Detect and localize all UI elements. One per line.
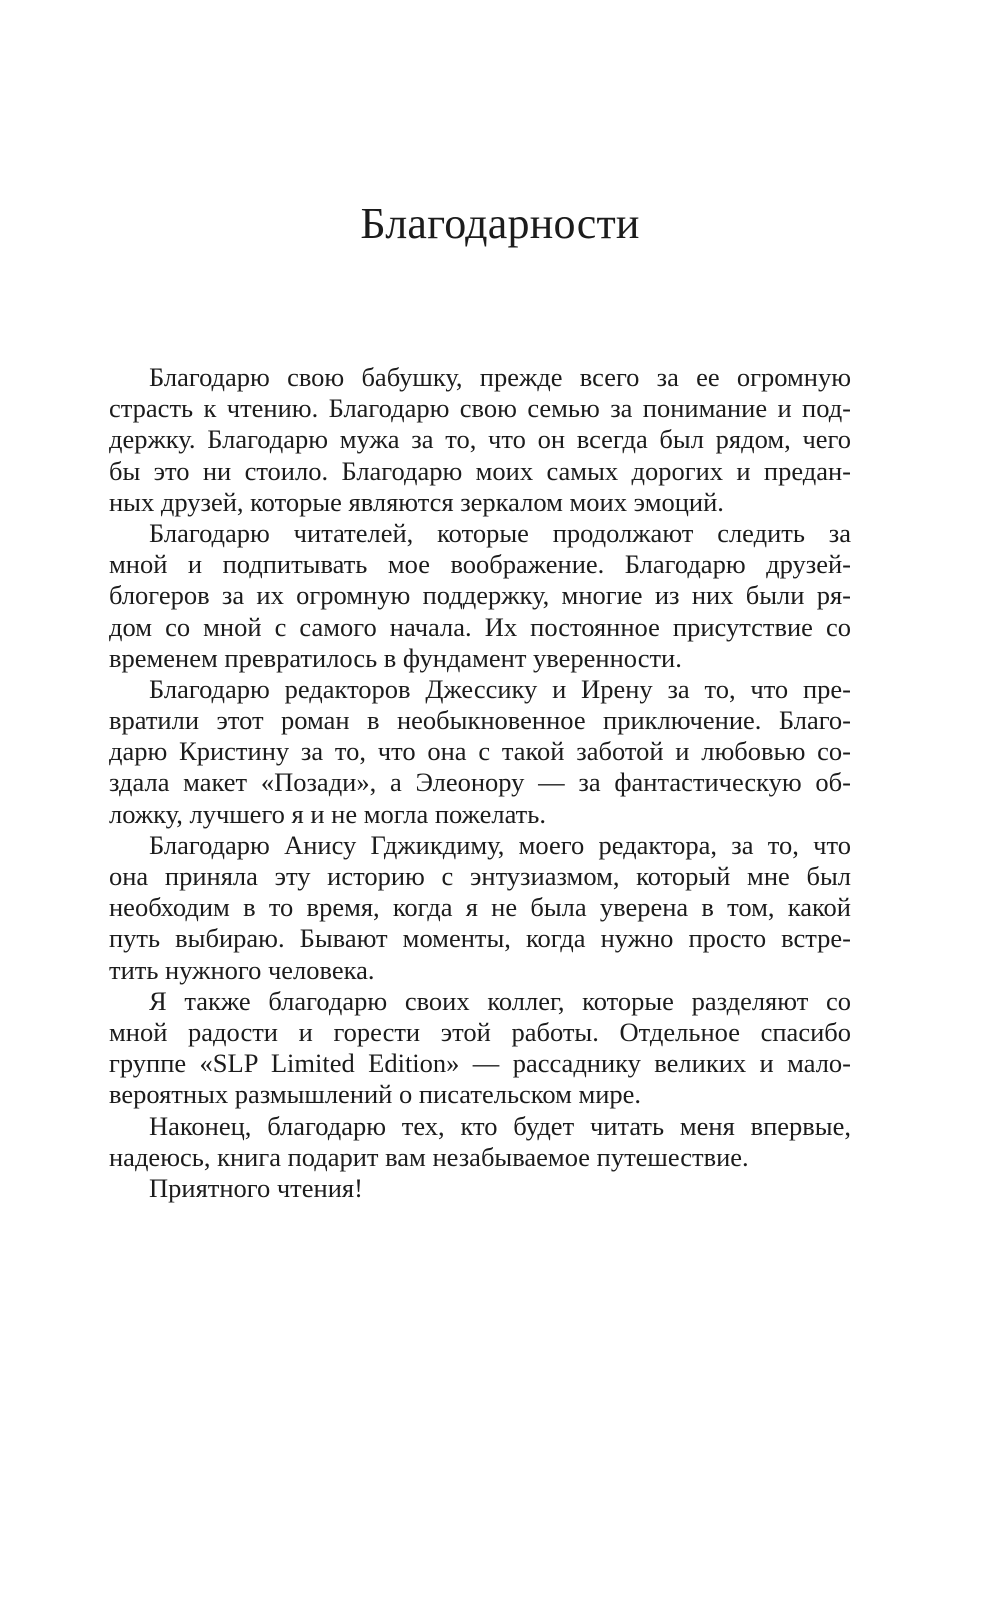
text-line: мной и подпитывать мое воображение. Благодарю друзей-: [109, 549, 851, 580]
text-line: тить нужного человека.: [109, 954, 375, 985]
text-line: путь выбираю. Бывают моменты, когда нужно просто встре-: [109, 923, 851, 954]
text-line: вратили этот роман в необыкновенное приключение. Благо-: [109, 705, 851, 736]
text-line: Наконец, благодарю тех, кто будет читать меня впервые,: [149, 1110, 851, 1141]
text-line: ложку, лучшего я и не могла пожелать.: [109, 798, 546, 829]
page-title: Благодарности: [360, 199, 640, 248]
acknowledgements-text: [109, 362, 851, 1204]
text-line: Благодарю читателей, которые продолжают следить за: [149, 517, 851, 548]
text-line: бы это ни стоило. Благодарю моих самых дорогих и предан-: [109, 455, 851, 486]
text-line: страсть к чтению. Благодарю свою семью за понимание и под-: [109, 393, 851, 424]
text-line: блогеров за их огромную поддержку, многие из них были ря-: [109, 580, 851, 611]
text-line: мной радости и горести этой работы. Отдельное спасибо: [109, 1016, 851, 1047]
text-line: группе «SLP Limited Edition» — рассаднику великих и мало-: [109, 1048, 851, 1079]
text-line: Приятного чтения!: [149, 1172, 363, 1203]
text-line: необходим в то время, когда я не была уверена в том, какой: [109, 892, 851, 923]
text-line: ных друзей, которые являются зеркалом моих эмоций.: [109, 486, 724, 517]
text-line: здала макет «Позади», а Элеонору — за фантастическую об-: [109, 767, 851, 798]
text-line: надеюсь, книга подарит вам незабываемое путешествие.: [109, 1141, 749, 1172]
text-line: Благодарю редакторов Джессику и Ирену за то, что пре-: [149, 673, 851, 704]
text-line: держку. Благодарю мужа за то, что он всегда был рядом, чего: [109, 424, 851, 455]
text-line: Благодарю Анису Гджикдиму, моего редактора, за то, что: [149, 829, 851, 860]
text-line: Благодарю свою бабушку, прежде всего за ее огромную: [149, 362, 851, 392]
text-line: дарю Кристину за то, что она с такой заботой и любовью со-: [109, 736, 851, 767]
text-line: она приняла эту историю с энтузиазмом, который мне был: [109, 861, 851, 891]
text-line: дом со мной с самого начала. Их постоянное присутствие со: [109, 611, 851, 642]
text-line: вероятных размышлений о писательском мире.: [109, 1079, 642, 1110]
text-line: Я также благодарю своих коллег, которые разделяют со: [149, 985, 851, 1016]
text-line: временем превратилось в фундамент уверенности.: [109, 642, 682, 673]
